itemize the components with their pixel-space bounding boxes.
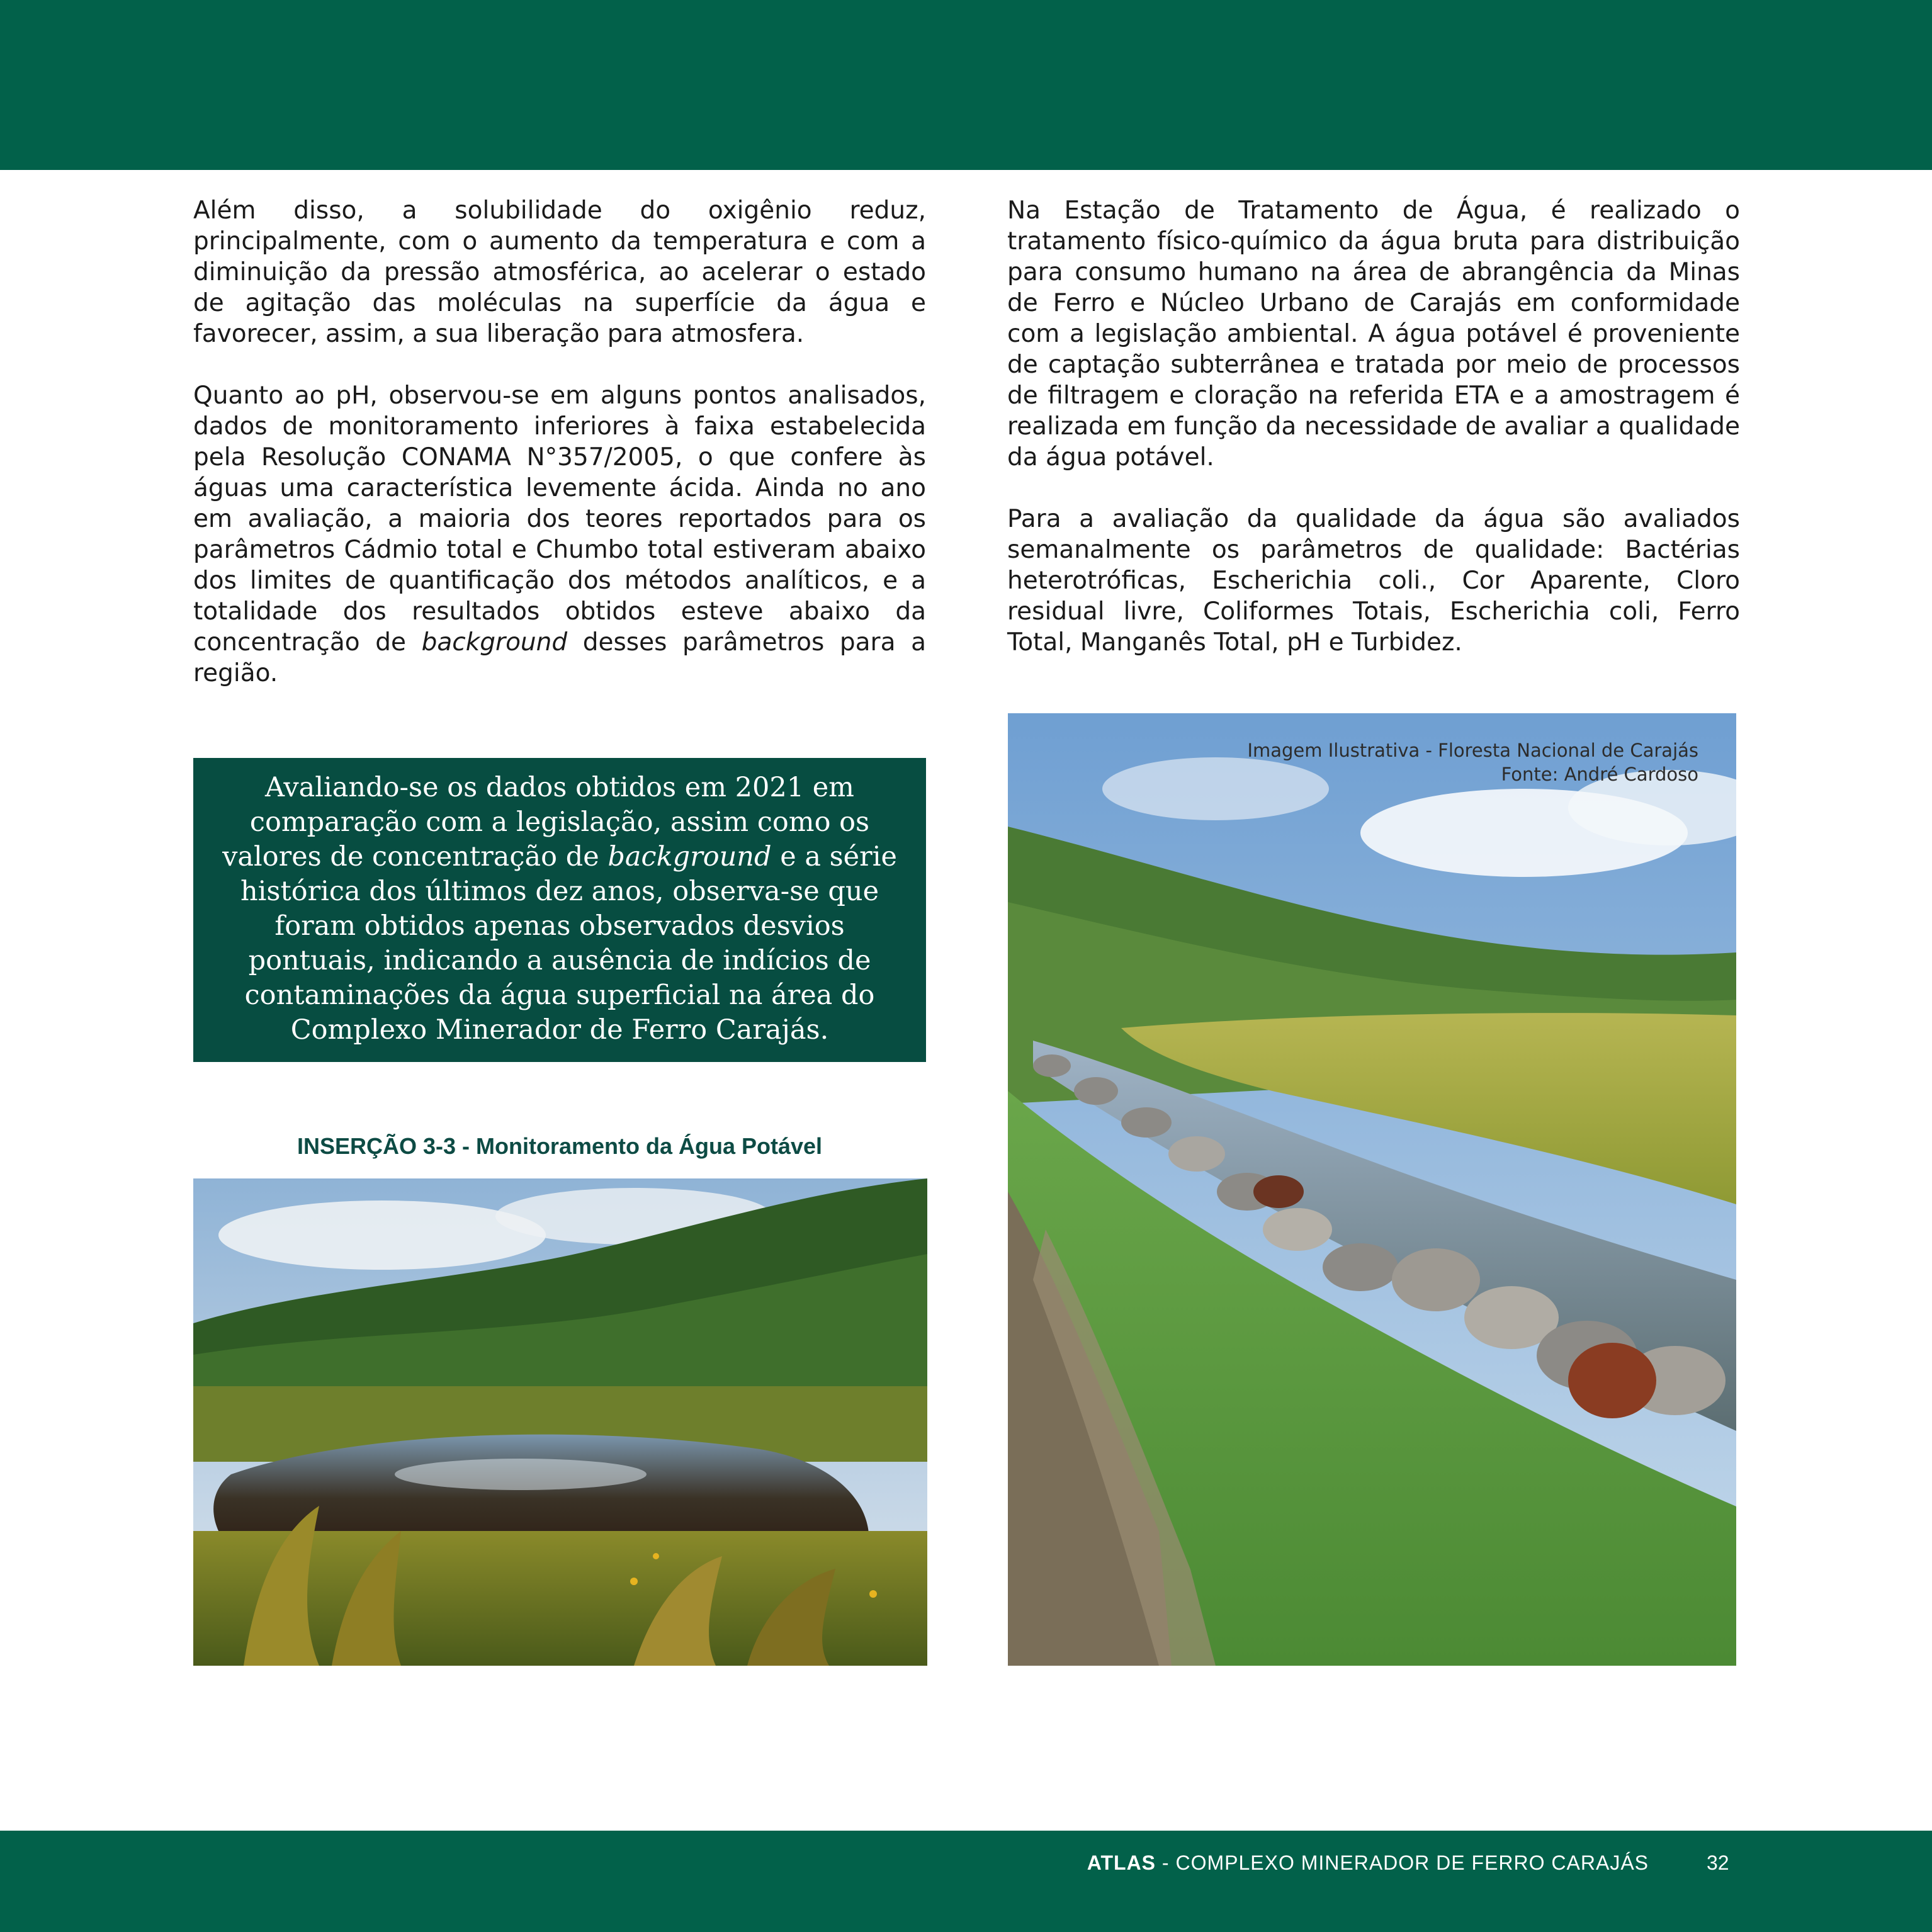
credit-line-1: Imagem Ilustrativa - Floresta Nacional de Carajás xyxy=(1247,740,1698,761)
photo-pond-landscape xyxy=(193,1178,927,1666)
footer-title xyxy=(1087,1851,1649,1875)
footer-subtitle: - COMPLEXO MINERADOR DE FERRO CARAJÁS xyxy=(1156,1851,1649,1874)
footer-brand: ATLAS xyxy=(1087,1851,1156,1874)
paragraph-treatment-station: Na Estação de Tratamento de Água, é realizado o tratamento físico-químico da água bruta para distribuição para consumo humano na área de abrangência da Minas de Ferro e Núcleo Urbano de Carajás em conformidade com a legislação ambiental. A água potável é proveniente de captação subterrânea e tratada por meio de processos de filtragem e cloração na referida ETA e a amostragem é realizada em função da necessidade de avaliar a qualidade da água potável. xyxy=(1007,196,1740,472)
photo-stream-landscape xyxy=(1008,713,1736,1666)
page-number: 32 xyxy=(1707,1851,1729,1874)
paragraph-oxygen: Além disso, a solubilidade do oxigênio reduz, principalmente, com o aumento da temperatura e com a diminuição da pressão atmosférica, ao acelerar o estado de agitação das moléculas na superfície da água e favorecer, assim, a sua liberação para atmosfera. xyxy=(193,196,926,348)
figure-caption: INSERÇÃO 3-3 - Monitoramento da Água Potável xyxy=(297,1133,823,1159)
italic-term: background xyxy=(421,628,568,657)
footer-band xyxy=(0,1831,1932,1932)
highlight-box xyxy=(193,758,926,1062)
right-text-column xyxy=(1007,195,1740,689)
italic-term: background xyxy=(607,841,772,873)
highlight-text: Avaliando-se os dados obtidos em 2021 em comparação com a legislação, assim como os valores de concentração de background e a série histórica dos últimos dez anos, observa-se que foram obtidos apenas observados desvios pontuais, indicando a ausência de indícios de contaminações da água superficial na área do Complexo Minerador de Ferro Carajás. xyxy=(222,772,897,1046)
paragraph-parameters: Para a avaliação da qualidade da água são avaliados semanalmente os parâmetros de qualidade: Bactérias heterotróficas, Escherichia coli., Cor Aparente, Cloro residual livre, Coliformes Totais, Escherichia coli, Ferro Total, Manganês Total, pH e Turbidez. xyxy=(1007,505,1740,657)
photo-credit xyxy=(1247,738,1698,786)
credit-line-2: Fonte: André Cardoso xyxy=(1501,764,1698,785)
header-band xyxy=(0,0,1932,170)
left-text-column xyxy=(193,195,926,720)
paragraph-ph: Quanto ao pH, observou-se em alguns pontos analisados, dados de monitoramento inferiores à faixa estabelecida pela Resolução CONAMA N°357/2005, o que confere às águas uma característica levemente ácida. Ainda no ano em avaliação, a maioria dos teores reportados para os parâmetros Cádmio total e Chumbo total estiveram abaixo dos limites de quantificação dos métodos analíticos, e a totalidade dos resultados obtidos esteve abaixo da concentração de background desses parâmetros para a região. xyxy=(193,381,926,687)
